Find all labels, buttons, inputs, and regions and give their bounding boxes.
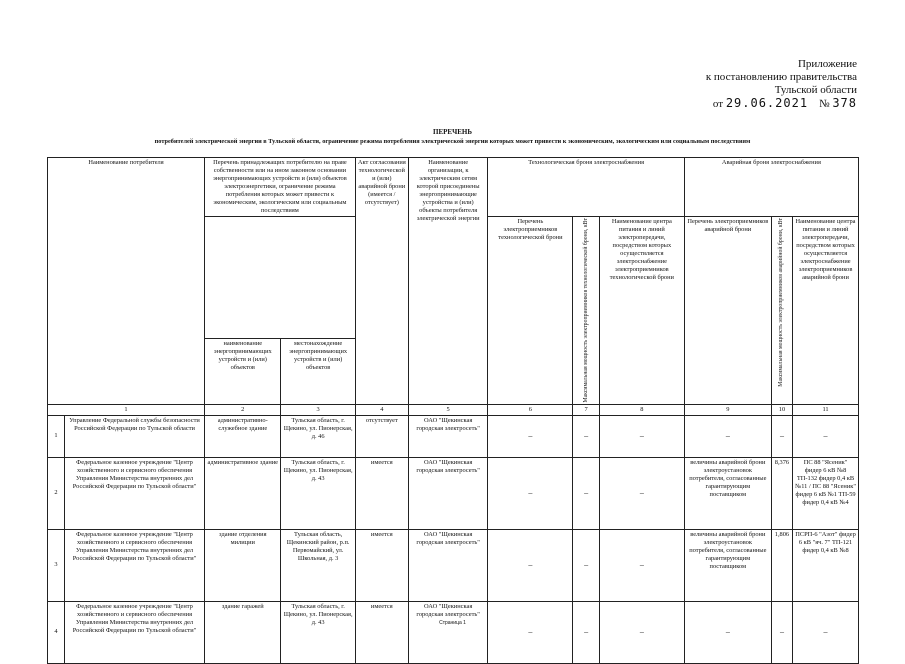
- row-number: 4: [48, 601, 65, 663]
- column-number: 10: [771, 404, 792, 415]
- device-location: Тульская область, г. Щекино, ул. Пионерская, д. 43: [281, 601, 355, 663]
- emergency-receivers: величины аварийной брони электроустановок потребителя, согласованные гарантирующим поставщиком: [684, 457, 771, 529]
- appendix-line-1: Приложение: [797, 58, 857, 70]
- emergency-feeder: ПС 88 "Ясеник" фидер 6 кВ №8 ТП-132 фидер 0,4 кВ №11 / ПС 88 "Ясеник" фидер 6 кВ №1 ТП-59 фидер 0,4 кВ №4: [793, 457, 859, 529]
- column-number: 11: [793, 404, 859, 415]
- header-emergency-feeder: Наименование центра питания и линий электропередачи, посредством которых осуществляется электроснабжение электроприемников аварийной брони: [793, 217, 859, 405]
- table-row: [48, 415, 859, 457]
- appendix-line-3: Тульской области: [774, 84, 857, 96]
- column-number: 9: [684, 404, 771, 415]
- header-grid-organization: Наименование организации, к электрическим сетям которой присоединены энергопринимающие устройства и (или) объекты потребителя электрической энергии: [408, 158, 488, 405]
- consumer-name: Федеральное казенное учреждение "Центр хозяйственного и сервисного обеспечения Управления Министерства внутренних дел Российской Федерации по Тульской области": [64, 601, 204, 663]
- header-act: Акт согласования технологической и (или) аварийной брони (имеется / отсутствует): [355, 158, 408, 405]
- column-number: 2: [205, 404, 281, 415]
- tech-receivers: –: [488, 415, 573, 457]
- device-location: Тульская область, Щекинский район, р.п. Первомайский, ул. Школьная, д. 3: [281, 529, 355, 601]
- consumers-table: [47, 157, 859, 664]
- tech-feeder: –: [599, 415, 684, 457]
- emergency-feeder: ПСРП-6 "Азот" фидер 6 кВ "яч. 7" ТП-121 фидер 0,4 кВ №8: [793, 529, 859, 601]
- appendix-line-2: к постановлению правительства: [705, 71, 857, 83]
- appendix-date-line: [706, 97, 857, 111]
- emergency-receivers: величины аварийной брони электроустановок потребителя, согласованные гарантирующим поставщиком: [684, 529, 771, 601]
- table-row: [48, 457, 859, 529]
- grid-organization: ОАО "Щекинская городская электросеть": [408, 457, 488, 529]
- resolution-number: 378: [832, 96, 857, 110]
- act-status: имеется: [355, 601, 408, 663]
- column-number: 1: [48, 404, 205, 415]
- consumer-name: Федеральное казенное учреждение "Центр хозяйственного и сервисного обеспечения Управления Министерства внутренних дел Российской Федерации по Тульской области": [64, 457, 204, 529]
- header-row-1: [48, 158, 859, 217]
- table-row: [48, 529, 859, 601]
- appendix-header: [706, 58, 857, 111]
- act-status: имеется: [355, 457, 408, 529]
- tech-receivers: –: [488, 529, 573, 601]
- number-sign: №: [819, 98, 830, 110]
- header-tech-receivers: Перечень электроприемников технологической брони: [488, 217, 573, 405]
- tech-feeder: –: [599, 457, 684, 529]
- row-number: 3: [48, 529, 65, 601]
- table-row: [48, 601, 859, 663]
- header-emergency-reserve: Аварийная броня электроснабжения: [684, 158, 858, 217]
- column-number: 8: [599, 404, 684, 415]
- row-number: 2: [48, 457, 65, 529]
- tech-power: –: [573, 457, 600, 529]
- header-devices-spacer: [205, 217, 356, 339]
- emergency-receivers: –: [684, 415, 771, 457]
- header-device-name: наименование энергопринимающих устройств и (или) объектов: [205, 339, 281, 404]
- header-consumer-name: Наименование потребителя: [48, 158, 205, 405]
- emergency-power: –: [771, 601, 792, 663]
- document-title: ПЕРЕЧЕНЬ: [433, 128, 472, 136]
- device-name: административное здание: [205, 457, 281, 529]
- emergency-receivers: –: [684, 601, 771, 663]
- header-emergency-power-text: Максимальная мощность электроприемников аварийной брони, кВт: [778, 218, 785, 387]
- column-number: 6: [488, 404, 573, 415]
- header-tech-power-text: Максимальная мощность электроприемников технологической брони, кВт: [582, 218, 589, 403]
- consumer-name: Федеральное казенное учреждение "Центр хозяйственного и сервисного обеспечения Управления Министерства внутренних дел Российской Федерации по Тульской области": [64, 529, 204, 601]
- device-location: Тульская область, г. Щекино, ул. Пионерская, д. 46: [281, 415, 355, 457]
- emergency-power: 8,376: [771, 457, 792, 529]
- header-tech-power: [573, 217, 600, 405]
- header-emergency-receivers: Перечень электроприемников аварийной брони: [684, 217, 771, 405]
- row-number: 1: [48, 415, 65, 457]
- grid-organization: ОАО "Щекинская городская электросеть": [408, 415, 488, 457]
- tech-power: –: [573, 415, 600, 457]
- document-subtitle: потребителей электрической энергии в Тульской области, ограничение режима потребления электрической энергии которых может привести к экономическим, экологическим или социальным последствиям: [154, 138, 751, 145]
- emergency-feeder: –: [793, 415, 859, 457]
- header-emergency-power: [771, 217, 792, 405]
- page-number: Страница 1: [439, 620, 466, 626]
- emergency-power: 1,806: [771, 529, 792, 601]
- tech-receivers: –: [488, 601, 573, 663]
- date-prefix: от: [712, 98, 724, 110]
- consumer-name: Управление Федеральной службы безопасности Российской Федерации по Тульской области: [64, 415, 204, 457]
- header-devices-list: Перечень принадлежащих потребителю на праве собственности или на ином законном основании энергопринимающих устройств и (или) объектов электроэнергетики, ограничение режима потребления которых может привести к экономическим, экологическим или социальным последствиям: [205, 158, 356, 217]
- grid-organization: ОАО "Щекинская городская электросеть": [408, 601, 488, 663]
- header-device-location: местонахождение энергопринимающих устройств и (или) объектов: [281, 339, 355, 404]
- device-location: Тульская область, г. Щекино, ул. Пионерская, д. 43: [281, 457, 355, 529]
- emergency-power: –: [771, 415, 792, 457]
- device-name: административно-служебное здание: [205, 415, 281, 457]
- resolution-date: 29.06.2021: [725, 96, 809, 110]
- column-number: 4: [355, 404, 408, 415]
- column-number: 7: [573, 404, 600, 415]
- act-status: отсутствует: [355, 415, 408, 457]
- emergency-feeder: –: [793, 601, 859, 663]
- header-tech-reserve: Технологическая броня электроснабжения: [488, 158, 684, 217]
- column-numbers-row: [48, 404, 859, 415]
- tech-feeder: –: [599, 529, 684, 601]
- device-name: здание гаражей: [205, 601, 281, 663]
- device-name: здание отделения милиции: [205, 529, 281, 601]
- tech-power: –: [573, 601, 600, 663]
- header-tech-feeder: Наименование центра питания и линий электропередачи, посредством которых осуществляется электроснабжение электроприемников технологической брони: [599, 217, 684, 405]
- grid-organization: ОАО "Щекинская городская электросеть": [408, 529, 488, 601]
- column-number: 3: [281, 404, 355, 415]
- column-number: 5: [408, 404, 488, 415]
- act-status: имеется: [355, 529, 408, 601]
- tech-receivers: –: [488, 457, 573, 529]
- tech-power: –: [573, 529, 600, 601]
- tech-feeder: –: [599, 601, 684, 663]
